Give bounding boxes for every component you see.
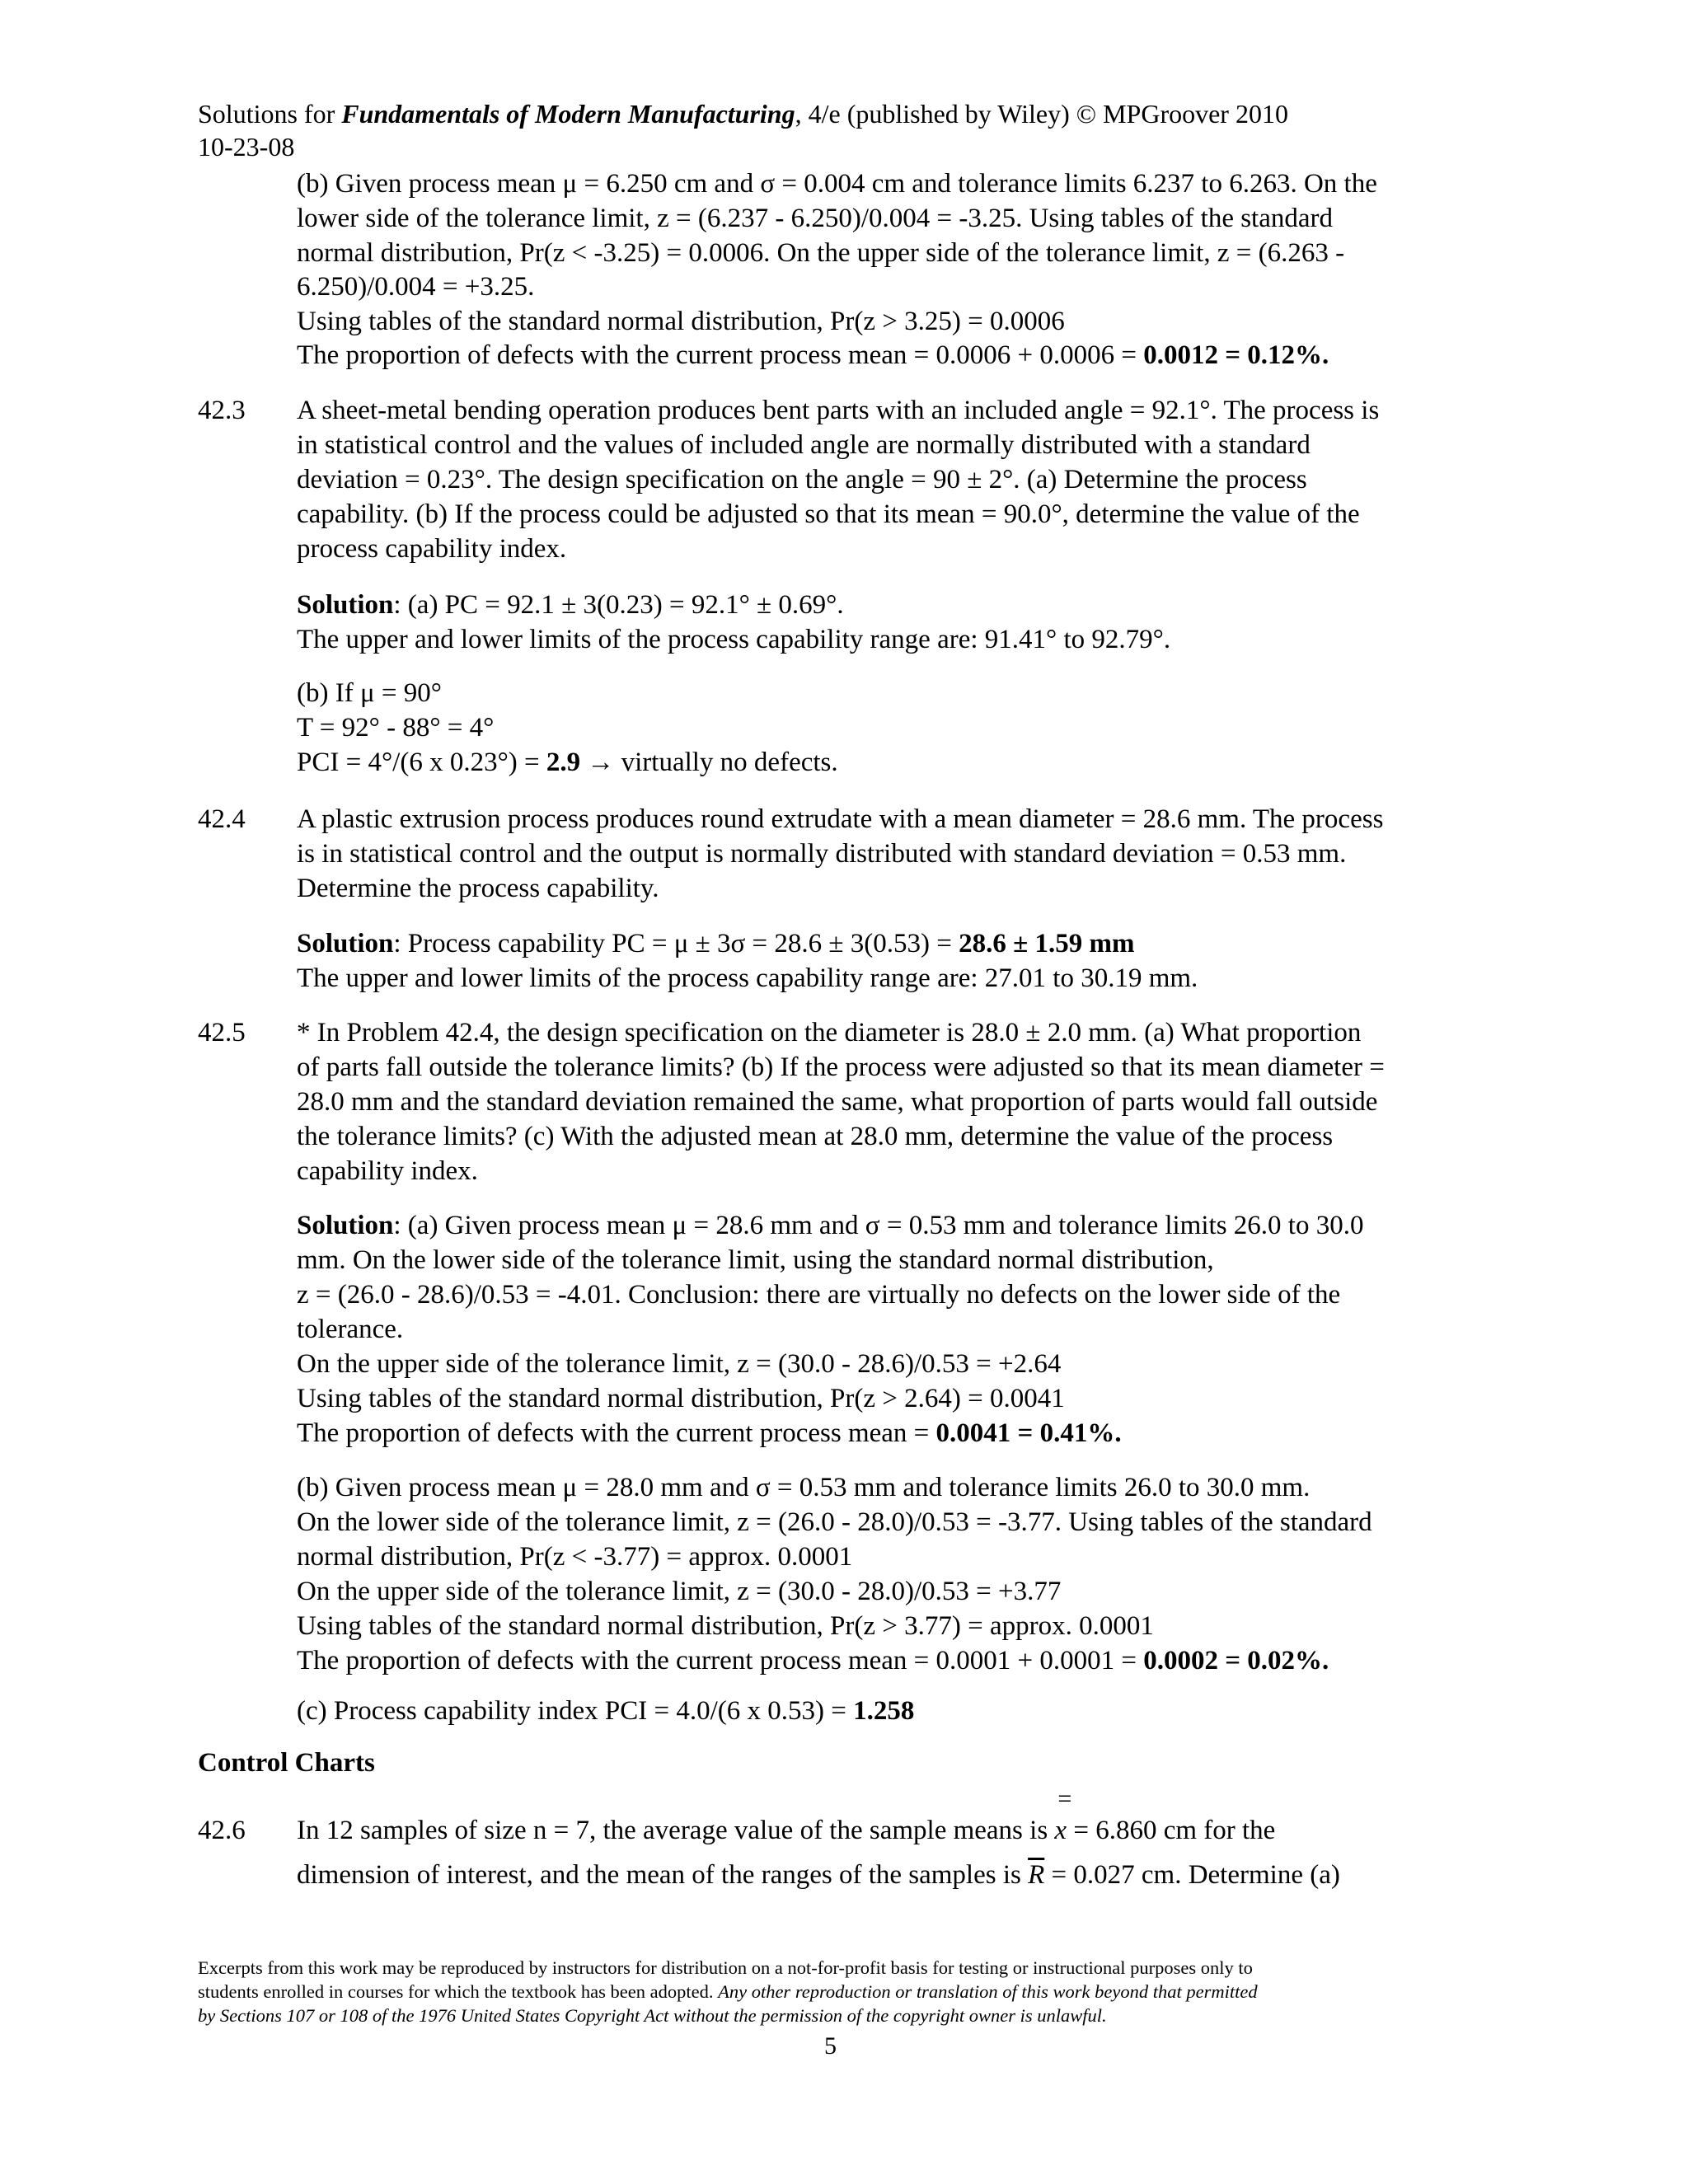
problem-line: capability. (b) If the process could be adjusted so that its mean = 90.0°, determine the value of the <box>297 499 1360 529</box>
text-line: lower side of the tolerance limit, z = (6.237 - 6.250)/0.004 = -3.25. Using tables of the standard <box>297 204 1334 233</box>
solution-line: Using tables of the standard normal distribution, Pr(z > 3.77) = approx. 0.0001 <box>297 1611 1154 1641</box>
solution-line: normal distribution, Pr(z < -3.77) = approx. 0.0001 <box>297 1542 853 1572</box>
problem-text: = 0.027 cm. Determine (a) <box>1044 1860 1340 1890</box>
pci-value: 2.9 <box>546 748 581 777</box>
problem-line: deviation = 0.23°. The design specification on the angle = 90 ± 2°. (a) Determine the process <box>297 465 1307 494</box>
problem-line: of parts fall outside the tolerance limits? (b) If the process were adjusted so that its mean diameter = <box>297 1052 1385 1082</box>
footer-text: students enrolled in courses for which the textbook has been adopted. <box>198 1981 719 2002</box>
problem-line: * In Problem 42.4, the design specification on the diameter is 28.0 ± 2.0 mm. (a) What proportion <box>297 1018 1362 1047</box>
solution-line <box>297 745 838 780</box>
text-line: Using tables of the standard normal distribution, Pr(z > 3.25) = 0.0006 <box>297 307 1065 336</box>
book-title: Fundamentals of Modern Manufacturing <box>341 99 795 129</box>
problem-number: 42.4 <box>198 804 246 834</box>
solution-line: The upper and lower limits of the process capability range are: 91.41° to 92.79°. <box>297 625 1171 654</box>
problem-line: the tolerance limits? (c) With the adjusted mean at 28.0 mm, determine the value of the process <box>297 1122 1334 1151</box>
solution-line <box>297 1694 914 1728</box>
edition-info: , 4/e (published by Wiley) © MPGroover 2010 <box>795 99 1288 129</box>
result-text: The proportion of defects with the current process mean = <box>297 1418 936 1448</box>
footer-line: by Sections 107 or 108 of the 1976 United States Copyright Act without the permission of the copyright owner is unlawful. <box>198 2005 1107 2026</box>
x-double-bar-symbol <box>1054 1785 1072 1848</box>
result-value: 0.0012 = 0.12%. <box>1143 340 1329 370</box>
solution-label: Solution <box>297 1211 394 1240</box>
result-value: 0.0041 = 0.41%. <box>935 1418 1122 1448</box>
solution-text: : Process capability PC = μ ± 3σ = 28.6 ± 3(0.53) = <box>393 929 959 958</box>
problem-line: A plastic extrusion process produces round extrudate with a mean diameter = 28.6 mm. The process <box>297 804 1384 834</box>
problem-line: is in statistical control and the output is normally distributed with standard deviation = 0.53 mm. <box>297 839 1347 869</box>
problem-line: in statistical control and the values of included angle are normally distributed with a standard <box>297 430 1311 460</box>
problem-number: 42.6 <box>198 1816 246 1845</box>
solution-line: (b) If μ = 90° <box>297 678 442 708</box>
solution-line: On the upper side of the tolerance limit, z = (30.0 - 28.0)/0.53 = +3.77 <box>297 1577 1062 1606</box>
problem-text: In 12 samples of size n = 7, the average value of the sample means is <box>297 1816 1055 1845</box>
problem-line <box>297 1858 1340 1892</box>
pci-value: 1.258 <box>853 1696 915 1726</box>
problem-number: 42.3 <box>198 396 246 425</box>
footer-italic-text: Any other reproduction or translation of this work beyond that permitted <box>718 1981 1258 2002</box>
pci-note: → virtually no defects. <box>580 748 838 777</box>
solution-line: mm. On the lower side of the tolerance limit, using the standard normal distribution, <box>297 1245 1214 1275</box>
problem-text: = 6.860 cm for the <box>1067 1816 1276 1845</box>
r-bar-symbol: $\overline{R}$ <box>1028 1860 1045 1890</box>
solution-line <box>297 926 1134 961</box>
text-line: normal distribution, Pr(z < -3.25) = 0.0006. On the upper side of the tolerance limit, z = (6.263 - <box>297 238 1345 268</box>
solution-line: On the lower side of the tolerance limit, z = (26.0 - 28.0)/0.53 = -3.77. Using tables of the standard <box>297 1507 1372 1537</box>
result-text: The proportion of defects with the current process mean = 0.0001 + 0.0001 = <box>297 1646 1144 1675</box>
solution-text: : (a) Given process mean μ = 28.6 mm and σ = 0.53 mm and tolerance limits 26.0 to 30.0 <box>393 1211 1364 1240</box>
solution-line <box>297 588 844 622</box>
solution-line: Using tables of the standard normal distribution, Pr(z > 2.64) = 0.0041 <box>297 1384 1065 1413</box>
problem-line: 28.0 mm and the standard deviation remained the same, what proportion of parts would fall outside <box>297 1087 1378 1117</box>
result-line <box>297 338 1329 373</box>
text-line: 6.250)/0.004 = +3.25. <box>297 272 535 302</box>
section-heading: Control Charts <box>198 1748 375 1778</box>
text-line: (b) Given process mean μ = 6.250 cm and σ = 0.004 cm and tolerance limits 6.237 to 6.263. On the <box>297 169 1377 199</box>
problem-line: A sheet-metal bending operation produces bent parts with an included angle = 92.1°. The process is <box>297 396 1380 425</box>
problem-line <box>297 1785 1276 1848</box>
pci-text: (c) Process capability index PCI = 4.0/(6 x 0.53) = <box>297 1696 854 1726</box>
problem-number: 42.5 <box>198 1018 246 1047</box>
result-text: The proportion of defects with the current process mean = 0.0006 + 0.0006 = <box>297 340 1144 370</box>
solution-line: The upper and lower limits of the process capability range are: 27.01 to 30.19 mm. <box>297 963 1198 993</box>
double-bar-mark: = <box>1057 1785 1072 1812</box>
footer-line: Excerpts from this work may be reproduced by instructors for distribution on a not-for-profit basis for testing or instructional purposes only to <box>198 1957 1253 1978</box>
page-number: 5 <box>824 2032 837 2060</box>
result-line <box>297 1416 1122 1451</box>
running-header <box>198 97 1288 130</box>
problem-line: Determine the process capability. <box>297 874 659 903</box>
solution-text: : (a) PC = 92.1 ± 3(0.23) = 92.1° ± 0.69°. <box>393 590 844 620</box>
solution-line: z = (26.0 - 28.6)/0.53 = -4.01. Conclusion: there are virtually no defects on the lower side of the <box>297 1280 1341 1310</box>
solution-label: Solution <box>297 590 394 620</box>
header-prefix: Solutions for <box>198 99 342 129</box>
solution-line: On the upper side of the tolerance limit, z = (30.0 - 28.6)/0.53 = +2.64 <box>297 1349 1062 1379</box>
problem-text: dimension of interest, and the mean of the ranges of the samples is <box>297 1860 1029 1890</box>
problem-line: process capability index. <box>297 534 567 564</box>
header-date: 10-23-08 <box>198 132 295 162</box>
solution-line: tolerance. <box>297 1315 404 1344</box>
problem-line: capability index. <box>297 1156 478 1186</box>
footer-line <box>198 1980 1258 2004</box>
solution-line: (b) Given process mean μ = 28.0 mm and σ = 0.53 mm and tolerance limits 26.0 to 30.0 mm. <box>297 1473 1311 1502</box>
solution-line: T = 92° - 88° = 4° <box>297 713 495 743</box>
pci-text: PCI = 4°/(6 x 0.23°) = <box>297 748 546 777</box>
result-value: 0.0002 = 0.02%. <box>1143 1646 1329 1675</box>
solution-value: 28.6 ± 1.59 mm <box>959 929 1135 958</box>
solution-line <box>297 1208 1363 1243</box>
x-symbol: x <box>1054 1816 1067 1845</box>
result-line <box>297 1643 1329 1678</box>
solution-label: Solution <box>297 929 394 958</box>
